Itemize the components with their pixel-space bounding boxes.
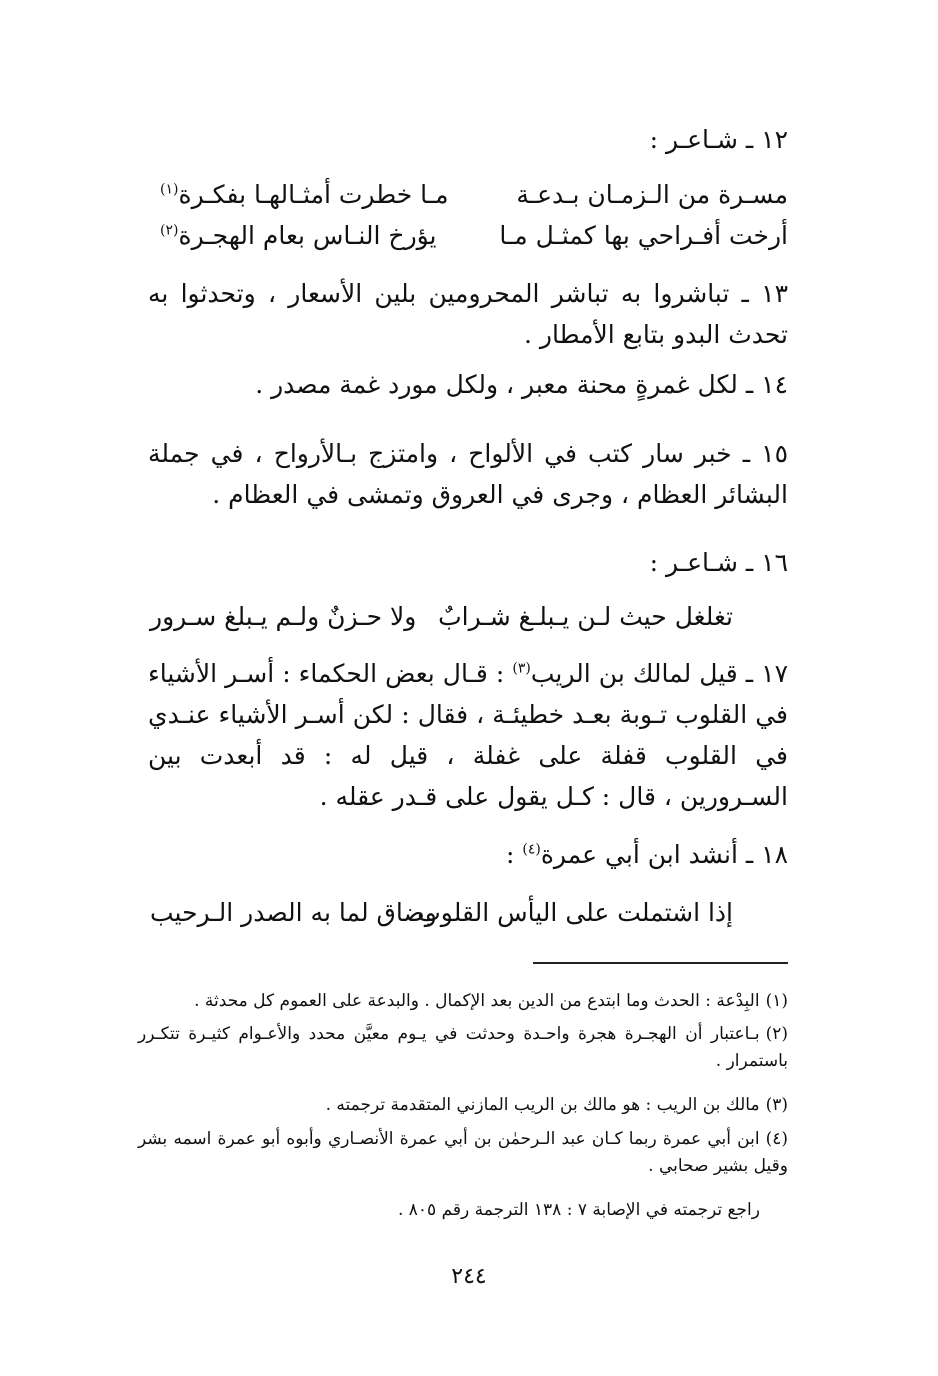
footnote-separator — [533, 962, 788, 964]
section-13-paragraph: ١٣ ـ تباشروا به تباشر المحرومين بلين الأسعار ، وتحدثوا به تحدث البدو بتابع الأمطار . — [148, 279, 788, 349]
verse-1-first-hemistich: مسـرة من الـزمـان بـدعـة — [516, 180, 788, 209]
verse-line-4 — [0, 893, 938, 937]
footnote-4: (٤)ابن أبي عمرة ربما كـان عبد الـرحمٰن بن أبي عمرة الأنصـاري وأبوه أبو عمرة اسمه بشر وقيل بشير صحابي . — [138, 1129, 788, 1176]
footnote-4-reference: راجع ترجمته في الإصابة ٧ : ١٣٨ الترجمة رقم ٨٠٥ . — [397, 1200, 760, 1220]
verse-3-first-hemistich: تغلغل حيث لـن يـبلـغ شـرابٌ — [438, 602, 733, 631]
section-14-paragraph: ١٤ ـ لكل غمرةٍ محنة معبر ، ولكل مورد غمة مصدر . — [255, 370, 788, 399]
verse-2-second-hemistich: يؤرخ النـاس بعام الهجـرة$^{(٢)}$ — [160, 221, 437, 250]
verse-line-2 — [0, 216, 938, 260]
verse-2-first-hemistich: أرخت أفـراحي بها كمثـل مـا — [499, 221, 788, 250]
footnote-2: (٢)بـاعتبار أن الهجـرة هجرة واحـدة وحدثت في يـوم معيَّن محدد والأعـوام كثيـرة تتكـرر باستمرار . — [138, 1024, 788, 1071]
verse-4-first-hemistich: إذا اشتملت على اليأس القلوب — [417, 898, 733, 927]
verse-1-second-hemistich: مـا خطرت أمثـالهـا بفكـرة$^{(١)}$ — [160, 180, 449, 209]
verse-line-3 — [0, 597, 938, 641]
section-12-heading — [650, 120, 788, 160]
footnote-ref-3[interactable]: (٣) — [512, 660, 531, 677]
section-18-heading: ١٨ ـ أنشد ابن أبي عمرة$^{(٤)}$ : — [505, 840, 788, 869]
verse-3-second-hemistich: ولا حـزنٌ ولـم يـبلغ سـرور — [150, 602, 417, 631]
verse-line-1 — [0, 175, 938, 219]
footnote-1: (١)البِدْعة : الحدث وما ابتدع من الدين بعد الإكمال . والبدعة على العموم كل محدثة . — [194, 991, 788, 1011]
section-12-label: ١٢ ـ شـاعـر : — [649, 125, 788, 154]
section-15-paragraph: ١٥ ـ خبر سار كتب في الألواح ، وامتزج بـالأرواح ، في جملة البشائر العظام ، وجرى في العروق وتمشى في العظام . — [148, 439, 788, 509]
section-17-paragraph: ١٧ ـ قيل لمالك بن الريب$^{(٣)}$ : قـال بعض الحكماء : أسـر الأشياء في القلوب تـوبة بعـد خطيئـة ، فقال : لكن أسـر الأشياء عنـدي في القلوب قفلة على غفلة ، قيل له : قد أبعدت بين السـرورين ، قال : كـل يقول على قـدر عقله . — [148, 659, 788, 811]
page-number: ٢٤٤ — [451, 1264, 487, 1289]
footnote-ref-2[interactable]: (٢) — [160, 222, 179, 239]
section-16-heading — [650, 543, 788, 583]
section-16-label: ١٦ ـ شـاعـر : — [649, 548, 788, 577]
footnote-ref-4[interactable]: (٤) — [522, 841, 541, 858]
footnote-3: (٣)مالك بن الريب : هو مالك بن الريب المازني المتقدمة ترجمته . — [325, 1095, 788, 1115]
verse-4-second-hemistich: وضاق لما به الصدر الـرحيب — [150, 898, 437, 927]
footnote-ref-1[interactable]: (١) — [160, 181, 179, 198]
